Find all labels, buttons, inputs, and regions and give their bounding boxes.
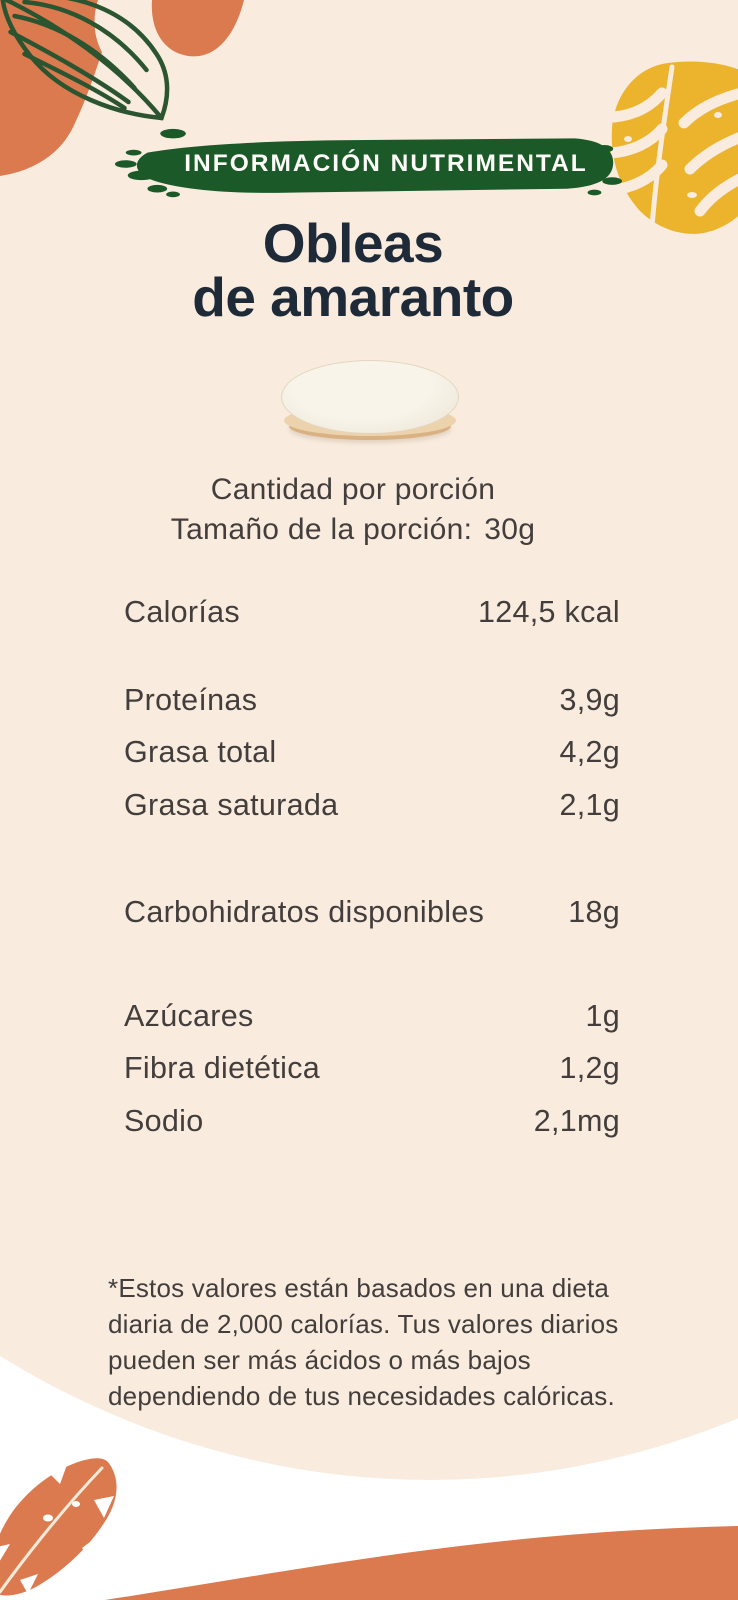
row-carbohidratos [124, 890, 620, 934]
row-sodio [124, 1099, 620, 1143]
row-azucares [124, 994, 620, 1038]
nutrient-value: 1,2g [559, 1051, 620, 1085]
nutrient-label: Fibra dietética [124, 1051, 321, 1085]
row-fibra [124, 1046, 620, 1090]
title-line-1: Obleas [262, 212, 444, 274]
nutrient-label: Azúcares [124, 999, 254, 1033]
nutrient-value: 4,2g [559, 735, 620, 769]
nutrient-value: 3,9g [559, 683, 620, 717]
calories-label: Calorías [124, 595, 240, 629]
footnote-line: diaria de 2,000 calorías. Tus valores diarios [108, 1309, 619, 1339]
footnote-line: pueden ser más ácidos o más bajos [108, 1345, 531, 1375]
footnote-line: *Estos valores están basados en una dieta [108, 1273, 610, 1303]
nutrient-value: 2,1mg [533, 1104, 620, 1138]
nutrient-label: Sodio [124, 1104, 204, 1138]
nutrient-label: Carbohidratos disponibles [124, 895, 485, 929]
calories-value: 124,5 kcal [477, 595, 620, 629]
row-calories [124, 590, 620, 634]
dietary-footnote [108, 1270, 664, 1414]
nutrient-value: 1g [585, 999, 620, 1033]
serving-line-1: Cantidad por porción [210, 473, 496, 506]
row-grasa-total [124, 730, 620, 774]
nutrient-value: 18g [568, 895, 620, 929]
footnote-line: dependiendo de tus necesidades calóricas. [108, 1381, 615, 1411]
nutrient-value: 2,1g [559, 788, 620, 822]
row-proteinas [124, 678, 620, 722]
row-grasa-saturada [124, 783, 620, 827]
nutrient-label: Proteínas [124, 683, 258, 717]
serving-size-label: Tamaño de la porción: [170, 513, 473, 546]
nutrient-label: Grasa saturada [124, 788, 339, 822]
title-line-2: de amaranto [192, 266, 514, 328]
serving-size-value: 30g [484, 513, 536, 546]
nutrient-label: Grasa total [124, 735, 277, 769]
banner-title: INFORMACIÓN NUTRIMENTAL [184, 150, 588, 177]
